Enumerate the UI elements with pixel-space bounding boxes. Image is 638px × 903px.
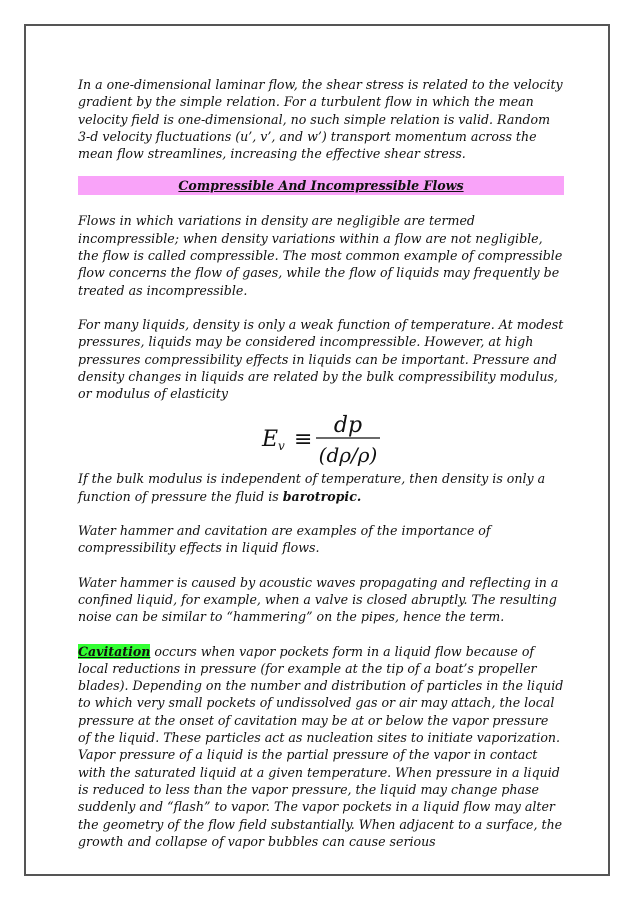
formula-svg: [258, 402, 398, 470]
paragraph-liquids-density: For many liquids, density is only a weak function of temperature. At modest pressures, liquids may be considered incompressible. However, at high pressures compressibility effects in liquids can be important. Pressure and density changes in liquids are related by the bulk compressibility modulus, or modulus of elasticity: [78, 316, 564, 402]
cavitation-text: occurs when vapor pockets form in a liquid flow because of local reductions in pressure (for example at the tip of a boat’s propeller blades). Depending on the number and distribution of particles in the liquid to which very small pockets of undissolved gas or air may attach, the local pressure at the onset of cavitation may be at or below the vapor pressure of the liquid. These particles act as nucleation sites to initiate vaporization. Vapor pressure of a liquid is the partial pressure of the vapor in contact with the saturated liquid at a given temperature. When pressure in a liquid is reduced to less than the vapor pressure, the liquid may change phase suddenly and “flash” to vapor. The vapor pockets in a liquid flow may alter the geometry of the flow field substantially. When adjacent to a surface, the growth and collapse of vapor bubbles can cause serious: [78, 643, 564, 849]
barotropic-term: barotropic.: [282, 488, 362, 504]
cavitation-term: Cavitation: [78, 643, 151, 659]
formula-denominator: (dρ/ρ): [318, 443, 378, 468]
formula-lhs-symbol: E: [262, 427, 279, 453]
paragraph-incompressible: Flows in which variations in density are negligible are termed incompressible; when density variations within a flow are not negligible, the flow is called compressible. The most common example of compressible flow concerns the flow of gases, while the flow of liquids may frequently be treated as incompressible.: [78, 213, 563, 298]
intro-paragraph: In a one-dimensional laminar flow, the shear stress is related to the velocity gradient by the simple relation. For a turbulent flow in which the mean velocity field is one-dimensional, no such simple relation is valid. Random 3-d velocity fluctuations (u’, v’, and w’) transport momentum across the mean flow streamlines, increasing the effective shear stress.: [78, 77, 563, 162]
formula-numerator: dp: [333, 413, 363, 439]
formula-operator: ≡: [294, 427, 313, 453]
paragraph-barotropic: [78, 470, 564, 505]
paragraph-water-hammer: Water hammer is caused by acoustic waves propagating and reflecting in a confined liquid, for example, when a valve is closed abruptly. The resulting noise can be similar to “hammering” on the pipes, hence the term.: [78, 574, 559, 625]
section-heading: Compressible And Incompressible Flows: [78, 176, 564, 195]
formula-lhs-subscript: v: [278, 439, 285, 454]
bulk-modulus-formula: [78, 402, 564, 470]
paragraph-water-hammer-cavitation: Water hammer and cavitation are examples of the importance of compressibility effects in liquid flows.: [78, 523, 491, 556]
barotropic-text: If the bulk modulus is independent of temperature, then density is only a function of pressure the fluid is: [78, 471, 546, 504]
document-body: [78, 76, 564, 850]
paragraph-cavitation: [78, 643, 564, 851]
